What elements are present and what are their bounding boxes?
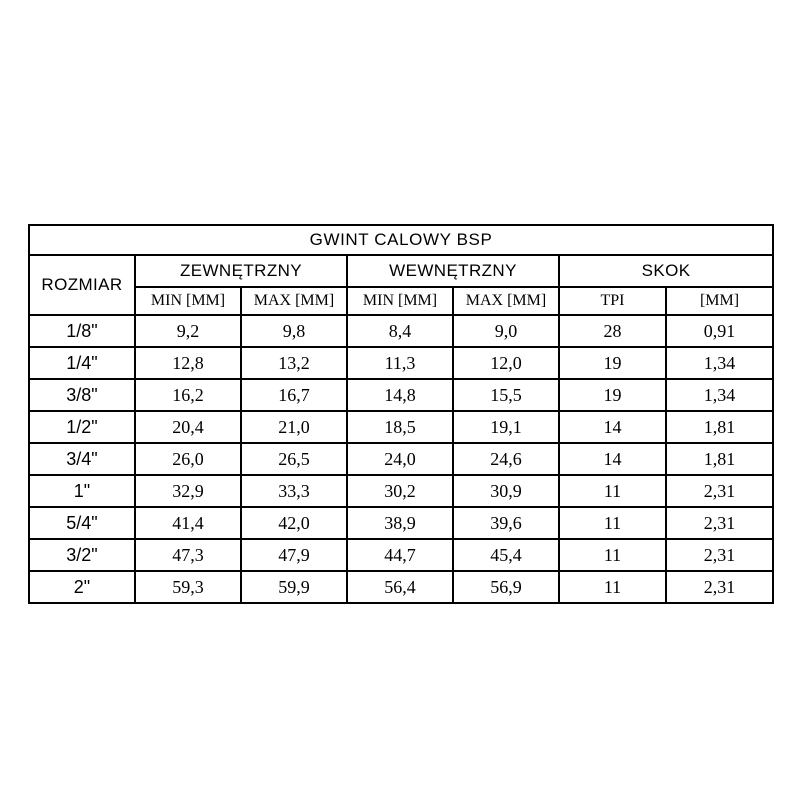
cell-zewnetrzny-min: 20,4 xyxy=(135,411,241,443)
cell-zewnetrzny-max: 26,5 xyxy=(241,443,347,475)
cell-wewnetrzny-max: 56,9 xyxy=(453,571,559,603)
cell-skok-mm: 1,34 xyxy=(666,379,773,411)
cell-zewnetrzny-min: 16,2 xyxy=(135,379,241,411)
cell-skok-tpi: 11 xyxy=(559,571,666,603)
cell-skok-mm: 2,31 xyxy=(666,475,773,507)
cell-wewnetrzny-min: 18,5 xyxy=(347,411,453,443)
table-row xyxy=(29,411,773,443)
header-skok: SKOK xyxy=(559,255,773,287)
cell-zewnetrzny-min: 26,0 xyxy=(135,443,241,475)
cell-wewnetrzny-min: 30,2 xyxy=(347,475,453,507)
cell-skok-tpi: 11 xyxy=(559,475,666,507)
cell-wewnetrzny-min: 8,4 xyxy=(347,315,453,347)
cell-wewnetrzny-max: 45,4 xyxy=(453,539,559,571)
header-rozmiar: ROZMIAR xyxy=(29,255,135,315)
cell-skok-mm: 0,91 xyxy=(666,315,773,347)
cell-wewnetrzny-min: 38,9 xyxy=(347,507,453,539)
subheader-wewnetrzny-max: MAX [MM] xyxy=(453,287,559,315)
spec-table-container xyxy=(28,224,772,604)
cell-skok-tpi: 11 xyxy=(559,539,666,571)
cell-wewnetrzny-min: 56,4 xyxy=(347,571,453,603)
cell-skok-mm: 1,81 xyxy=(666,411,773,443)
row-size: 3/2" xyxy=(29,539,135,571)
table-row xyxy=(29,475,773,507)
table-row xyxy=(29,379,773,411)
cell-zewnetrzny-max: 16,7 xyxy=(241,379,347,411)
row-size: 5/4" xyxy=(29,507,135,539)
table-row xyxy=(29,315,773,347)
cell-zewnetrzny-min: 47,3 xyxy=(135,539,241,571)
row-size: 3/8" xyxy=(29,379,135,411)
cell-skok-tpi: 19 xyxy=(559,347,666,379)
header-wewnetrzny: WEWNĘTRZNY xyxy=(347,255,559,287)
row-size: 1/4" xyxy=(29,347,135,379)
cell-wewnetrzny-min: 14,8 xyxy=(347,379,453,411)
cell-zewnetrzny-max: 42,0 xyxy=(241,507,347,539)
cell-wewnetrzny-max: 24,6 xyxy=(453,443,559,475)
cell-zewnetrzny-max: 33,3 xyxy=(241,475,347,507)
cell-wewnetrzny-min: 44,7 xyxy=(347,539,453,571)
table-row xyxy=(29,347,773,379)
subheader-zewnetrzny-min: MIN [MM] xyxy=(135,287,241,315)
table-title: GWINT CALOWY BSP xyxy=(29,225,773,255)
cell-zewnetrzny-min: 12,8 xyxy=(135,347,241,379)
cell-zewnetrzny-min: 9,2 xyxy=(135,315,241,347)
row-size: 1" xyxy=(29,475,135,507)
table-subheader-row xyxy=(29,287,773,315)
table-row xyxy=(29,443,773,475)
table-title-row xyxy=(29,225,773,255)
cell-zewnetrzny-min: 41,4 xyxy=(135,507,241,539)
cell-zewnetrzny-max: 9,8 xyxy=(241,315,347,347)
cell-wewnetrzny-min: 24,0 xyxy=(347,443,453,475)
cell-zewnetrzny-max: 59,9 xyxy=(241,571,347,603)
row-size: 1/8" xyxy=(29,315,135,347)
cell-wewnetrzny-max: 30,9 xyxy=(453,475,559,507)
subheader-zewnetrzny-max: MAX [MM] xyxy=(241,287,347,315)
cell-skok-mm: 2,31 xyxy=(666,507,773,539)
cell-skok-mm: 2,31 xyxy=(666,571,773,603)
cell-wewnetrzny-max: 15,5 xyxy=(453,379,559,411)
table-body xyxy=(29,225,773,603)
cell-zewnetrzny-max: 13,2 xyxy=(241,347,347,379)
table-group-header-row xyxy=(29,255,773,287)
cell-wewnetrzny-max: 9,0 xyxy=(453,315,559,347)
cell-wewnetrzny-max: 39,6 xyxy=(453,507,559,539)
cell-skok-mm: 1,81 xyxy=(666,443,773,475)
cell-wewnetrzny-max: 12,0 xyxy=(453,347,559,379)
table-row xyxy=(29,507,773,539)
cell-zewnetrzny-max: 47,9 xyxy=(241,539,347,571)
cell-skok-mm: 2,31 xyxy=(666,539,773,571)
subheader-skok-tpi: TPI xyxy=(559,287,666,315)
table-row xyxy=(29,571,773,603)
table-row xyxy=(29,539,773,571)
row-size: 3/4" xyxy=(29,443,135,475)
subheader-wewnetrzny-min: MIN [MM] xyxy=(347,287,453,315)
cell-zewnetrzny-max: 21,0 xyxy=(241,411,347,443)
subheader-skok-mm: [MM] xyxy=(666,287,773,315)
cell-skok-tpi: 14 xyxy=(559,411,666,443)
cell-zewnetrzny-min: 32,9 xyxy=(135,475,241,507)
cell-skok-tpi: 14 xyxy=(559,443,666,475)
row-size: 1/2" xyxy=(29,411,135,443)
header-zewnetrzny: ZEWNĘTRZNY xyxy=(135,255,347,287)
cell-wewnetrzny-max: 19,1 xyxy=(453,411,559,443)
row-size: 2" xyxy=(29,571,135,603)
cell-skok-tpi: 19 xyxy=(559,379,666,411)
cell-skok-tpi: 11 xyxy=(559,507,666,539)
cell-skok-mm: 1,34 xyxy=(666,347,773,379)
cell-skok-tpi: 28 xyxy=(559,315,666,347)
thread-spec-table xyxy=(28,224,774,604)
cell-zewnetrzny-min: 59,3 xyxy=(135,571,241,603)
cell-wewnetrzny-min: 11,3 xyxy=(347,347,453,379)
